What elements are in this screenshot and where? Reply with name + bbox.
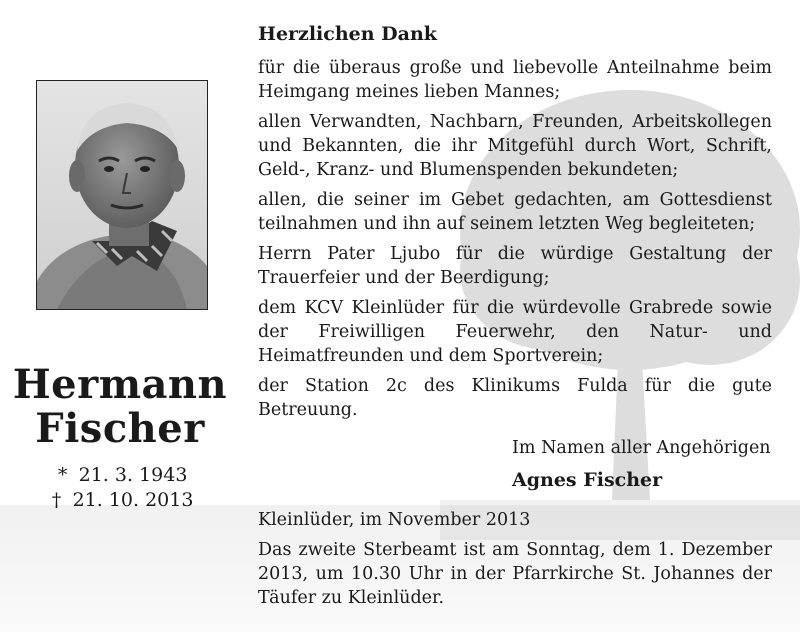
thanks-paragraph: dem KCV Kleinlüder für die würdevolle Grabrede sowie der Freiwilligen Feuerwehr, den Natur- und Heimatfreunden und dem Sportverein; [258, 298, 772, 366]
signature-block [512, 436, 782, 492]
thanks-text [258, 22, 772, 428]
death-cross-icon: † [51, 489, 62, 511]
thanks-paragraph: allen Verwandten, Nachbarn, Freunden, Arbeitskollegen und Bekannten, die ihr Mitgefühl durch Wort, Schrift, Geld-, Kranz- und Blumenspenden bekundeten; [258, 112, 772, 180]
thanks-heading: Herzlichen Dank [258, 23, 437, 45]
footer-block [258, 508, 772, 610]
birth-date: 21. 3. 1943 [78, 464, 188, 486]
thanks-paragraph: Herrn Pater Ljubo für die würdige Gestaltung der Trauerfeier und der Beerdigung; [258, 244, 772, 288]
signature-name: Agnes Fischer [512, 469, 663, 491]
thanks-paragraph: der Station 2c des Klinikums Fulda für die gute Betreuung. [258, 376, 772, 420]
place-date: Kleinlüder, im November 2013 [258, 510, 531, 530]
death-row [0, 488, 240, 513]
thanks-paragraph: allen, die seiner im Gebet gedachten, am Gottesdienst teilnahmen und ihn auf seinem letzten Weg begleiteten; [258, 190, 772, 234]
deceased-last-name: Fischer [35, 405, 205, 452]
birth-star-icon: * [57, 464, 68, 486]
death-date: 21. 10. 2013 [72, 489, 194, 511]
thanks-paragraph: für die überaus große und liebevolle Anteilnahme beim Heimgang meines lieben Mannes; [258, 58, 772, 102]
service-notice: Das zweite Sterbeamt ist am Sonntag, dem 1. Dezember 2013, um 10.30 Uhr in der Pfarrkirche St. Johannes der Täufer zu Kleinlüder. [258, 540, 772, 608]
signature-line: Im Namen aller Angehörigen [512, 438, 771, 458]
deceased-first-name: Hermann [12, 361, 228, 408]
life-dates [0, 463, 240, 513]
portrait-photo [36, 80, 208, 310]
birth-row [0, 463, 240, 488]
